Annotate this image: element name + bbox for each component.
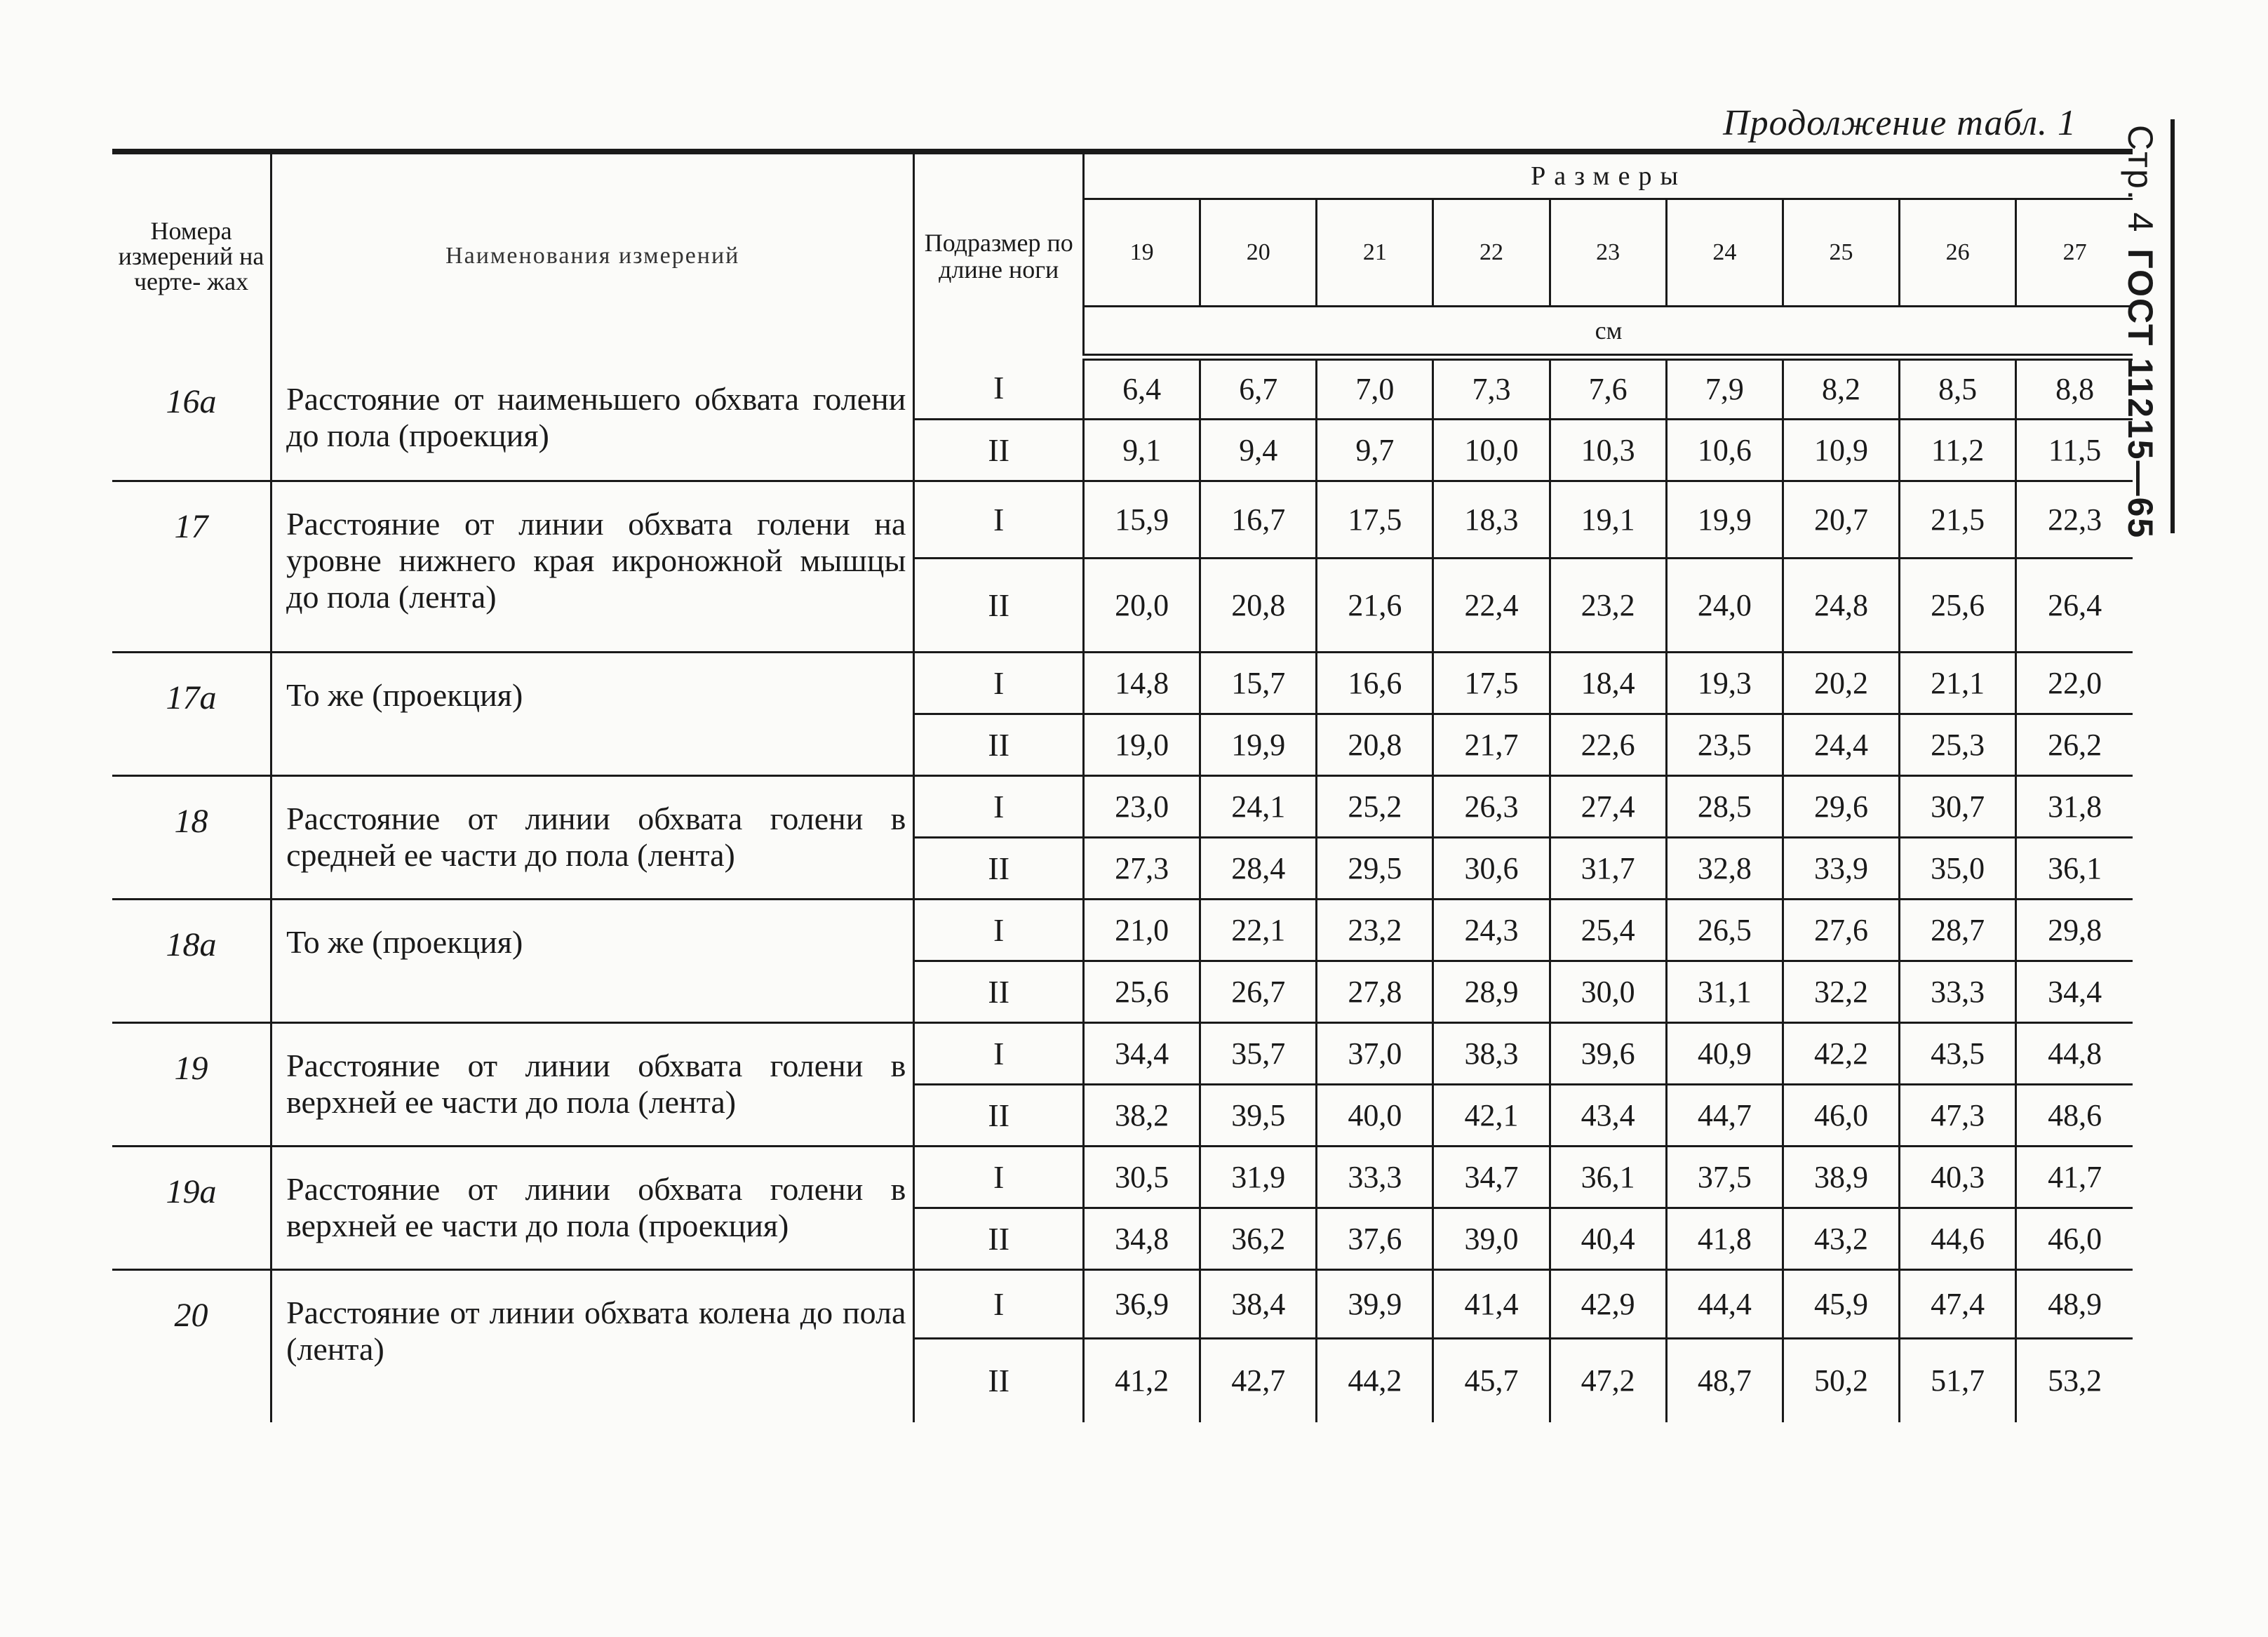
value-cell-size-22: 42,1 [1433,1084,1550,1146]
value-cell-size-21: 21,6 [1317,558,1433,652]
measurement-name: То же (проекция) [271,899,914,1022]
value-cell-size-21: 16,6 [1317,652,1433,714]
measurement-name: То же (проекция) [271,652,914,775]
value-cell-size-25: 24,4 [1783,714,1899,775]
standard-code: ГОСТ 11215—65 [2121,248,2160,540]
value-cell-size-20: 15,7 [1200,652,1317,714]
measurement-number: 17а [112,652,271,775]
value-cell-size-27: 26,4 [2016,558,2133,652]
value-cell-size-20: 20,8 [1200,558,1317,652]
value-cell-size-22: 10,0 [1433,419,1550,481]
value-cell-size-26: 33,3 [1900,961,2016,1022]
value-cell-size-19: 27,3 [1084,837,1200,899]
value-cell-size-21: 37,6 [1317,1208,1433,1269]
value-cell-size-24: 41,8 [1666,1208,1783,1269]
value-cell-size-26: 40,3 [1900,1146,2016,1208]
subsize-label: I [914,481,1084,558]
value-cell-size-20: 38,4 [1200,1269,1317,1338]
value-cell-size-24: 28,5 [1666,775,1783,837]
value-cell-size-24: 19,9 [1666,481,1783,558]
subsize-label: II [914,1208,1084,1269]
subsize-label: I [914,357,1084,419]
value-cell-size-25: 29,6 [1783,775,1899,837]
value-cell-size-24: 44,4 [1666,1269,1783,1338]
measurement-name: Расстояние от линии обхвата голени в верхней ее части до пола (проекция) [271,1146,914,1269]
value-cell-size-25: 50,2 [1783,1338,1899,1422]
value-cell-size-23: 43,4 [1550,1084,1666,1146]
value-cell-size-20: 9,4 [1200,419,1317,481]
value-cell-size-21: 7,0 [1317,357,1433,419]
value-cell-size-20: 19,9 [1200,714,1317,775]
value-cell-size-19: 20,0 [1084,558,1200,652]
value-cell-size-27: 36,1 [2016,837,2133,899]
value-cell-size-26: 25,6 [1900,558,2016,652]
value-cell-size-20: 16,7 [1200,481,1317,558]
value-cell-size-22: 41,4 [1433,1269,1550,1338]
value-cell-size-23: 36,1 [1550,1146,1666,1208]
value-cell-size-21: 37,0 [1317,1022,1433,1084]
value-cell-size-27: 11,5 [2016,419,2133,481]
header-name-column: Наименования измерений [271,152,914,357]
value-cell-size-25: 8,2 [1783,357,1899,419]
value-cell-size-22: 21,7 [1433,714,1550,775]
value-cell-size-20: 39,5 [1200,1084,1317,1146]
value-cell-size-26: 47,4 [1900,1269,2016,1338]
table-continuation-caption: Продолжение табл. 1 [1723,103,2076,143]
value-cell-size-22: 38,3 [1433,1022,1550,1084]
measurement-name: Расстояние от линии обхвата голени на уровне нижнего края икроножной мышцы до пола (лента) [271,481,914,652]
header-size-20: 20 [1200,199,1317,307]
value-cell-size-21: 23,2 [1317,899,1433,961]
value-cell-size-25: 42,2 [1783,1022,1899,1084]
subsize-label: II [914,558,1084,652]
value-cell-size-26: 25,3 [1900,714,2016,775]
value-cell-size-20: 26,7 [1200,961,1317,1022]
value-cell-size-23: 40,4 [1550,1208,1666,1269]
value-cell-size-20: 42,7 [1200,1338,1317,1422]
value-cell-size-25: 24,8 [1783,558,1899,652]
value-cell-size-24: 19,3 [1666,652,1783,714]
value-cell-size-24: 10,6 [1666,419,1783,481]
value-cell-size-19: 36,9 [1084,1269,1200,1338]
value-cell-size-22: 22,4 [1433,558,1550,652]
value-cell-size-21: 29,5 [1317,837,1433,899]
subsize-label: II [914,1084,1084,1146]
value-cell-size-25: 27,6 [1783,899,1899,961]
value-cell-size-23: 42,9 [1550,1269,1666,1338]
header-size-25: 25 [1783,199,1899,307]
table-row [112,481,2133,558]
measurement-name: Расстояние от линии обхвата голени в верхней ее части до пола (лента) [271,1022,914,1146]
header-size-23: 23 [1550,199,1666,307]
value-cell-size-20: 36,2 [1200,1208,1317,1269]
value-cell-size-23: 10,3 [1550,419,1666,481]
header-unit: см [1084,307,2133,358]
page-number: Стр. 4 [2121,125,2160,234]
value-cell-size-25: 33,9 [1783,837,1899,899]
value-cell-size-26: 8,5 [1900,357,2016,419]
value-cell-size-21: 9,7 [1317,419,1433,481]
value-cell-size-23: 47,2 [1550,1338,1666,1422]
value-cell-size-27: 44,8 [2016,1022,2133,1084]
subsize-label: I [914,899,1084,961]
value-cell-size-27: 34,4 [2016,961,2133,1022]
value-cell-size-24: 26,5 [1666,899,1783,961]
value-cell-size-23: 31,7 [1550,837,1666,899]
value-cell-size-26: 43,5 [1900,1022,2016,1084]
measurement-name: Расстояние от линии обхвата колена до пола (лента) [271,1269,914,1422]
header-subsize-column: Подразмер по длине ноги [914,152,1084,357]
header-size-21: 21 [1317,199,1433,307]
measurement-number: 18а [112,899,271,1022]
value-cell-size-19: 23,0 [1084,775,1200,837]
value-cell-size-25: 43,2 [1783,1208,1899,1269]
value-cell-size-27: 41,7 [2016,1146,2133,1208]
header-number-column: Номера измерений на черте- жах [112,152,271,357]
value-cell-size-23: 22,6 [1550,714,1666,775]
value-cell-size-27: 53,2 [2048,1363,2102,1398]
value-cell-size-26: 28,7 [1900,899,2016,961]
header-size-19: 19 [1084,199,1200,307]
table-row [112,357,2133,419]
value-cell-size-23: 7,6 [1550,357,1666,419]
header-size-27: 27 [2062,239,2087,265]
value-cell-size-27: 22,0 [2016,652,2133,714]
value-cell-size-24: 37,5 [1666,1146,1783,1208]
value-cell-size-22: 7,3 [1433,357,1550,419]
value-cell-size-19: 25,6 [1084,961,1200,1022]
side-rule [2170,119,2175,533]
subsize-label: I [914,1022,1084,1084]
measurement-number: 18 [112,775,271,899]
value-cell-size-26: 30,7 [1900,775,2016,837]
value-cell-size-21: 17,5 [1317,481,1433,558]
value-cell-size-22: 45,7 [1433,1338,1550,1422]
measurement-number: 16а [112,357,271,481]
header-size-22: 22 [1433,199,1550,307]
value-cell-size-24: 32,8 [1666,837,1783,899]
measurements-table [112,149,2133,1422]
value-cell-size-27: 48,6 [2016,1084,2133,1146]
value-cell-size-22: 26,3 [1433,775,1550,837]
value-cell-size-19: 9,1 [1084,419,1200,481]
header-size-24: 24 [1666,199,1783,307]
value-cell-size-23: 18,4 [1550,652,1666,714]
table-row [112,1269,2133,1338]
table-row [112,899,2133,961]
value-cell-size-19: 21,0 [1084,899,1200,961]
value-cell-size-22: 24,3 [1433,899,1550,961]
table-row [112,1146,2133,1208]
value-cell-size-19: 41,2 [1084,1338,1200,1422]
value-cell-size-25: 20,7 [1783,481,1899,558]
measurement-name: Расстояние от наименьшего обхвата голени до пола (проекция) [271,357,914,481]
value-cell-size-21: 44,2 [1317,1338,1433,1422]
value-cell-size-24: 7,9 [1666,357,1783,419]
value-cell-size-24: 40,9 [1666,1022,1783,1084]
subsize-label: II [914,837,1084,899]
value-cell-size-27: 29,8 [2016,899,2133,961]
value-cell-size-23: 23,2 [1550,558,1666,652]
value-cell-size-21: 25,2 [1317,775,1433,837]
subsize-label: I [914,1146,1084,1208]
value-cell-size-21: 39,9 [1317,1269,1433,1338]
value-cell-size-25: 45,9 [1783,1269,1899,1338]
value-cell-size-22: 34,7 [1433,1146,1550,1208]
value-cell-size-20: 6,7 [1200,357,1317,419]
value-cell-size-24: 48,7 [1666,1338,1783,1422]
header-sizes-label: Размеры [1084,152,2133,199]
subsize-label: II [914,714,1084,775]
value-cell-size-21: 40,0 [1317,1084,1433,1146]
subsize-label: I [914,1269,1084,1338]
value-cell-size-19: 30,5 [1084,1146,1200,1208]
measurement-number: 17 [112,481,271,652]
table-row [112,1022,2133,1084]
value-cell-size-23: 19,1 [1550,481,1666,558]
value-cell-size-20: 22,1 [1200,899,1317,961]
value-cell-size-26: 47,3 [1900,1084,2016,1146]
value-cell-size-23: 27,4 [1550,775,1666,837]
measurement-name: Расстояние от линии обхвата голени в средней ее части до пола (лента) [271,775,914,899]
value-cell-size-21: 20,8 [1317,714,1433,775]
measurement-number: 20 [112,1269,271,1422]
value-cell-size-25: 32,2 [1783,961,1899,1022]
value-cell-size-26: 11,2 [1900,419,2016,481]
value-cell-size-26: 35,0 [1900,837,2016,899]
value-cell-size-20: 35,7 [1200,1022,1317,1084]
value-cell-size-27: 48,9 [2016,1269,2133,1338]
value-cell-size-24: 23,5 [1666,714,1783,775]
value-cell-size-23: 25,4 [1550,899,1666,961]
value-cell-size-25: 38,9 [1783,1146,1899,1208]
value-cell-size-19: 19,0 [1084,714,1200,775]
value-cell-size-26: 51,7 [1900,1338,2016,1422]
value-cell-size-19: 38,2 [1084,1084,1200,1146]
value-cell-size-19: 15,9 [1084,481,1200,558]
value-cell-size-24: 31,1 [1666,961,1783,1022]
value-cell-size-20: 28,4 [1200,837,1317,899]
table-row [112,775,2133,837]
measurement-number: 19а [112,1146,271,1269]
value-cell-size-26: 21,5 [1900,481,2016,558]
value-cell-size-21: 27,8 [1317,961,1433,1022]
value-cell-size-19: 34,8 [1084,1208,1200,1269]
value-cell-size-24: 44,7 [1666,1084,1783,1146]
value-cell-size-22: 28,9 [1433,961,1550,1022]
value-cell-size-22: 17,5 [1433,652,1550,714]
value-cell-size-27: 8,8 [2016,357,2133,419]
value-cell-size-26: 44,6 [1900,1208,2016,1269]
subsize-label: I [914,652,1084,714]
value-cell-size-25: 20,2 [1783,652,1899,714]
value-cell-size-23: 30,0 [1550,961,1666,1022]
subsize-label: II [914,961,1084,1022]
value-cell-size-23: 39,6 [1550,1022,1666,1084]
value-cell-size-27: 26,2 [2016,714,2133,775]
value-cell-size-22: 30,6 [1433,837,1550,899]
subsize-label: II [914,1338,1084,1422]
value-cell-size-19: 6,4 [1084,357,1200,419]
value-cell-size-25: 10,9 [1783,419,1899,481]
value-cell-size-25: 46,0 [1783,1084,1899,1146]
measurement-number: 19 [112,1022,271,1146]
value-cell-size-27: 46,0 [2016,1208,2133,1269]
value-cell-size-24: 24,0 [1666,558,1783,652]
value-cell-size-27: 22,3 [2016,481,2133,558]
header-size-26: 26 [1900,199,2016,307]
value-cell-size-21: 33,3 [1317,1146,1433,1208]
table-row [112,652,2133,714]
subsize-label: II [914,419,1084,481]
value-cell-size-19: 14,8 [1084,652,1200,714]
value-cell-size-26: 21,1 [1900,652,2016,714]
value-cell-size-27: 31,8 [2016,775,2133,837]
value-cell-size-22: 18,3 [1433,481,1550,558]
value-cell-size-20: 24,1 [1200,775,1317,837]
value-cell-size-19: 34,4 [1084,1022,1200,1084]
subsize-label: I [914,775,1084,837]
value-cell-size-20: 31,9 [1200,1146,1317,1208]
value-cell-size-22: 39,0 [1433,1208,1550,1269]
